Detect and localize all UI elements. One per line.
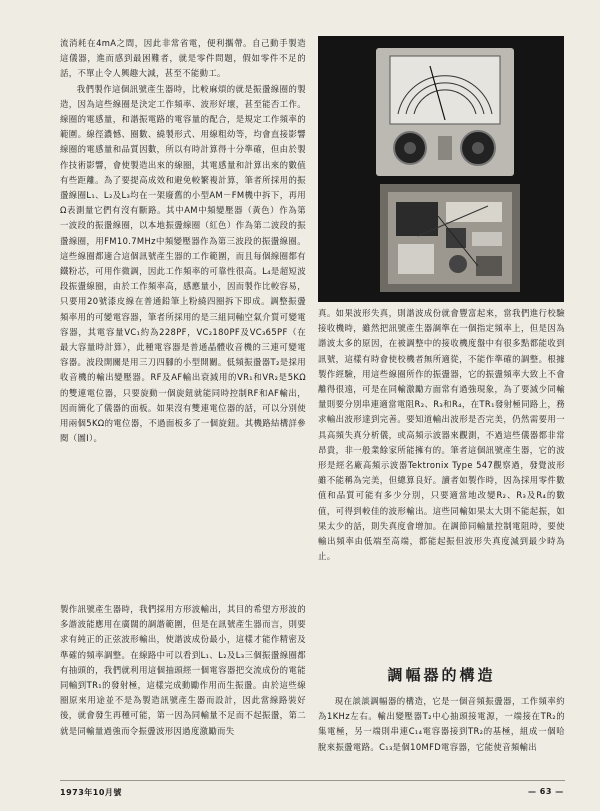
- page-number: — 63 —: [528, 787, 564, 796]
- article-column-4: [318, 694, 565, 755]
- paragraph: 製作訊號產生器時，我們採用方形波輸出，其目的希望方形波的多諧波能應用在廣闊的調諧範圍，但是在訊號產生器而言，則要求有純正的正弦波形輸出，使諧波成份最小，這樣才能作精密及準確的頻率調整。在線路中可以看到L₁、L₂及L₃三個振盪線圈都有抽頭的，我們就利用這個抽頭經一個電容器把交流成份的電能同輸到TR₁的發射極，這樣完成動勵作用而生振盪。由於這些線圈原來用途並不是為製造訊號產生器而設計，因此當線路裝好後，就會發生再種可能，第一因為同輸量不足而不起振盪，第二就是同輸量過強而令振盪波形因過度激勵而失: [60, 604, 306, 736]
- section-heading: 調幅器的構造: [387, 666, 496, 684]
- footer-divider: [60, 780, 565, 781]
- paragraph: 流消耗在4mA之間，因此非常省電，便利攜帶。自己動手製造這儀器，進而感到最困難者，就是零件問題，假如零件不足的話，不單止令人興趣大減，甚至不能動工。: [60, 38, 306, 79]
- article-column-2: [60, 602, 306, 739]
- paragraph: 現在談談調幅器的構造，它是一個音頻振盪器，工作頻率約為1KHz左右。輸出變壓器T₂中心抽頭接電源，一端接在TR₂的集電極，另一端則串連C₁₄電容器接到TR₂的基極，組成一個哈脫來振盪電路。C₁₃是個10MFD電容器，它能使音頻輸出: [318, 696, 565, 752]
- article-column-3: [318, 306, 565, 564]
- paragraph: 真。如果波形失真，則諧波成份就會豐富起來，當我們進行校驗接收機時，雖然把訊號產生器調準在一個指定頻率上，但是因為諧波太多的原因，在被調整中的接收機度盤中有很多點都能收到訊號，這樣有時會使校機者無所適從，不能作準確的調整。根據製作經驗，用這些線圈所作的振盪器，它的振盪頻率大致上不會離得很遠，可是在同輸激勵方面常有過強現象，為了要減少同輸量則要分別串連適當電阻R₂、R₃和R₄，在TR₁發射極同路上，務求輸出波形達到完善。要知道輸出波形是否完美，仍然需要用一具高頻失真分析儀，或高頻示波器來觀測，不過這些儀器都非常昂貴，非一般業餘家所能擁有的。筆者這個訊號產生器，它的波形是經名廠高頻示波器Tektronix Type 547觀察過，發覺波形雖不能稱為完美，但總算良好。讀者如製作時，因為採用零件數值和品質可能有多少分別，只要適當地改變R₂、R₃及R₄的數值，可得到較佳的波形輸出。這些同輸如果太大則不能起振，如果太少的話，則失真度會增加。在調節同輸量控制電阻時，要使輸出頻率由低端至高端，都能起振但波形失真度減到最少時為止。: [318, 308, 565, 562]
- article-column-1: [60, 36, 306, 446]
- paragraph: 我們製作這個訊號產生器時，比較麻煩的就是振盪線圈的製造，因為這些線圈是決定工作頻率、波形好壞，甚至能否工作。線圈的電感量，和諧振電路的電容量的配合，是規定工作頻率的範圍。線徑濃憾、圈數、繞製形式、用線粗幼等，均會直接影響線圈的電感量和品質因數，所以有時計算得十分準確，但由於製作技術影響，會使製造出來的線圈，其電感量和計算出來的數值有些距離。為了要提高成效和避免較繁複計算，筆者所採用的振盪線圈L₁、L₂及L₃均在一架廢舊的小型AM－FM機中拆下，再用Ω表測量它們有沒有斷路。其中AM中頻變壓器（黃色）作為第一波段的振盪線圈，以本地振盪線圈（紅色）作為第二波段的振盪線圈，用FM10.7MHz中頻變壓器作為第三波段的振盪線圈。這些線圈都適合這個訊號產生器的工作範圍，而且每個線圈都有鐵粉芯，可用作微調，因此工作頻率的可靠性很高。L₄是超短波段振盪線圈，由於工作頻率高，感應量小，因而製作比較容易，只要用20號漆皮線在普通鉛筆上粉繞四圈拆下即成。調整振盪頻率用的可變電容器，筆者所採用的是三組同軸空氣介質可變電容器，其電容量VC₁約為228PF，VC₂180PF及VC₃65PF（在最大容量時計算），此種電容器是普通晶體收音機的三連可變電容器。波段開關是用三刀四腳的小型開關。低頻振盪器T₂是採用收音機的輸出變壓器。RF及AF輸出衰減用的VR₁和VR₂是5KΩ的雙連電位器，只要旋動一個旋鈕就能同時控制RF和AF輸出，因而簡化了儀器的面板。如果沒有雙連電位器的話，可以分別使用兩個5KΩ的電位器，不過面板多了一個旋鈕。其機路結構詳參閱（圖Ⅰ）。: [60, 83, 306, 444]
- signal-generator-photo: [318, 36, 564, 302]
- signal-generator-photo-graphic: [318, 36, 564, 302]
- issue-date: 1973年10月號: [60, 788, 122, 797]
